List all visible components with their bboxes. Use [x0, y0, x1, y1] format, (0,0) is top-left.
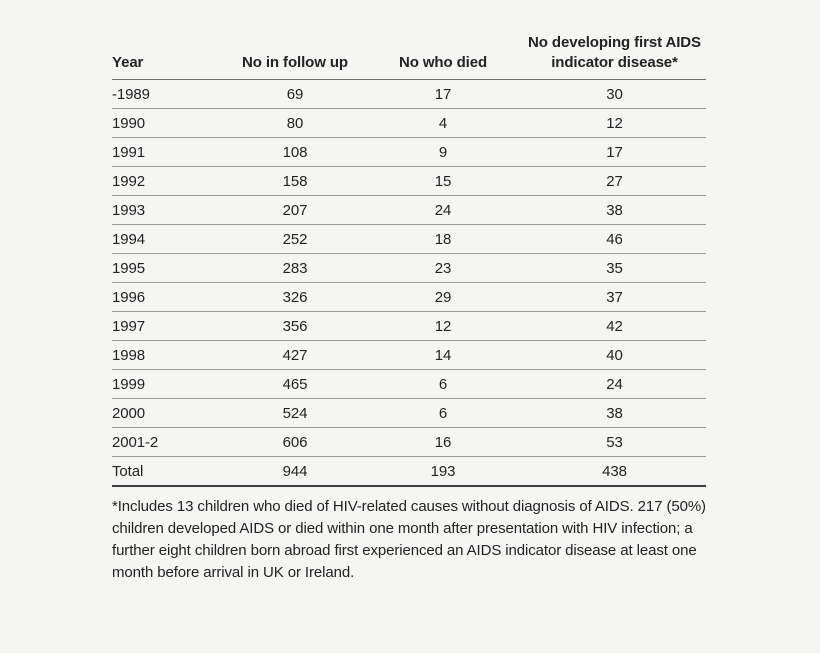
- died-cell: 6: [363, 399, 523, 428]
- year-cell: 2000: [112, 399, 227, 428]
- table-row: [112, 225, 706, 254]
- year-cell: 1999: [112, 370, 227, 399]
- year-cell: 2001-2: [112, 428, 227, 457]
- column-header-follow-up: No in follow up: [227, 33, 363, 80]
- table-row: [112, 109, 706, 138]
- follow-up-cell: 283: [227, 254, 363, 283]
- year-cell: 1996: [112, 283, 227, 312]
- aids-cell: 42: [523, 312, 706, 341]
- table-row: [112, 196, 706, 225]
- aids-cell: 37: [523, 283, 706, 312]
- table-header: [112, 33, 706, 80]
- table-body: [112, 80, 706, 487]
- total-label-cell: Total: [112, 457, 227, 487]
- year-cell: -1989: [112, 85, 150, 103]
- aids-cell: 38: [523, 399, 706, 428]
- follow-up-cell: 69: [286, 85, 304, 103]
- table-row: [112, 167, 706, 196]
- table-row: [112, 399, 706, 428]
- table-row: [112, 138, 706, 167]
- follow-up-cell: 326: [227, 283, 363, 312]
- aids-cell: 40: [523, 341, 706, 370]
- table-row: [112, 254, 706, 283]
- follow-up-cell: 465: [227, 370, 363, 399]
- table-row: [112, 370, 706, 399]
- aids-cell: 53: [523, 428, 706, 457]
- total-aids-cell: 438: [523, 457, 706, 487]
- total-follow-up-cell: 944: [227, 457, 363, 487]
- died-cell: 24: [363, 196, 523, 225]
- died-cell: 4: [363, 109, 523, 138]
- follow-up-cell: 524: [227, 399, 363, 428]
- aids-cell: 24: [523, 370, 706, 399]
- table-figure: [112, 0, 706, 584]
- year-cell: 1998: [112, 341, 227, 370]
- year-cell: 1992: [112, 167, 227, 196]
- data-table: [112, 33, 706, 487]
- column-header-aids-indicator: No developing first AIDS indicator disease*: [523, 33, 706, 80]
- follow-up-cell: 252: [227, 225, 363, 254]
- aids-cell: 12: [523, 109, 706, 138]
- follow-up-cell: 108: [227, 138, 363, 167]
- year-cell: 1990: [112, 109, 227, 138]
- aids-cell: 35: [523, 254, 706, 283]
- died-cell: 15: [363, 167, 523, 196]
- aids-cell: 38: [523, 196, 706, 225]
- follow-up-cell: 158: [227, 167, 363, 196]
- follow-up-cell: 356: [227, 312, 363, 341]
- aids-cell: 17: [523, 138, 706, 167]
- died-cell: 18: [363, 225, 523, 254]
- year-cell: 1995: [112, 254, 227, 283]
- follow-up-cell: 80: [227, 109, 363, 138]
- table-footnote: *Includes 13 children who died of HIV-related causes without diagnosis of AIDS. 217 (50%) children developed AIDS or died within one month after presentation with HIV infection; a further eight children born abroad first experienced an AIDS indicator disease at least one month before arrival in UK or Ireland.: [112, 498, 706, 581]
- header-row: [112, 33, 706, 80]
- died-cell: 9: [363, 138, 523, 167]
- follow-up-cell: 427: [227, 341, 363, 370]
- column-header-year: Year: [112, 33, 227, 80]
- table-row-total: [112, 457, 706, 487]
- aids-cell: 27: [523, 167, 706, 196]
- total-died-cell: 193: [363, 457, 523, 487]
- year-cell: 1991: [112, 138, 227, 167]
- died-cell: 14: [363, 341, 523, 370]
- table-row: [112, 312, 706, 341]
- died-cell: 16: [363, 428, 523, 457]
- died-cell: 17: [434, 85, 452, 103]
- follow-up-cell: 606: [227, 428, 363, 457]
- year-cell: 1993: [112, 196, 227, 225]
- table-row: [112, 428, 706, 457]
- died-cell: 12: [363, 312, 523, 341]
- died-cell: 29: [363, 283, 523, 312]
- follow-up-cell: 207: [227, 196, 363, 225]
- died-cell: 6: [363, 370, 523, 399]
- table-row: [112, 80, 706, 109]
- column-header-died: No who died: [363, 33, 523, 80]
- year-cell: 1994: [112, 225, 227, 254]
- aids-cell: 46: [523, 225, 706, 254]
- year-cell: 1997: [112, 312, 227, 341]
- died-cell: 23: [363, 254, 523, 283]
- aids-cell: 30: [606, 85, 623, 103]
- table-row: [112, 341, 706, 370]
- table-row: [112, 283, 706, 312]
